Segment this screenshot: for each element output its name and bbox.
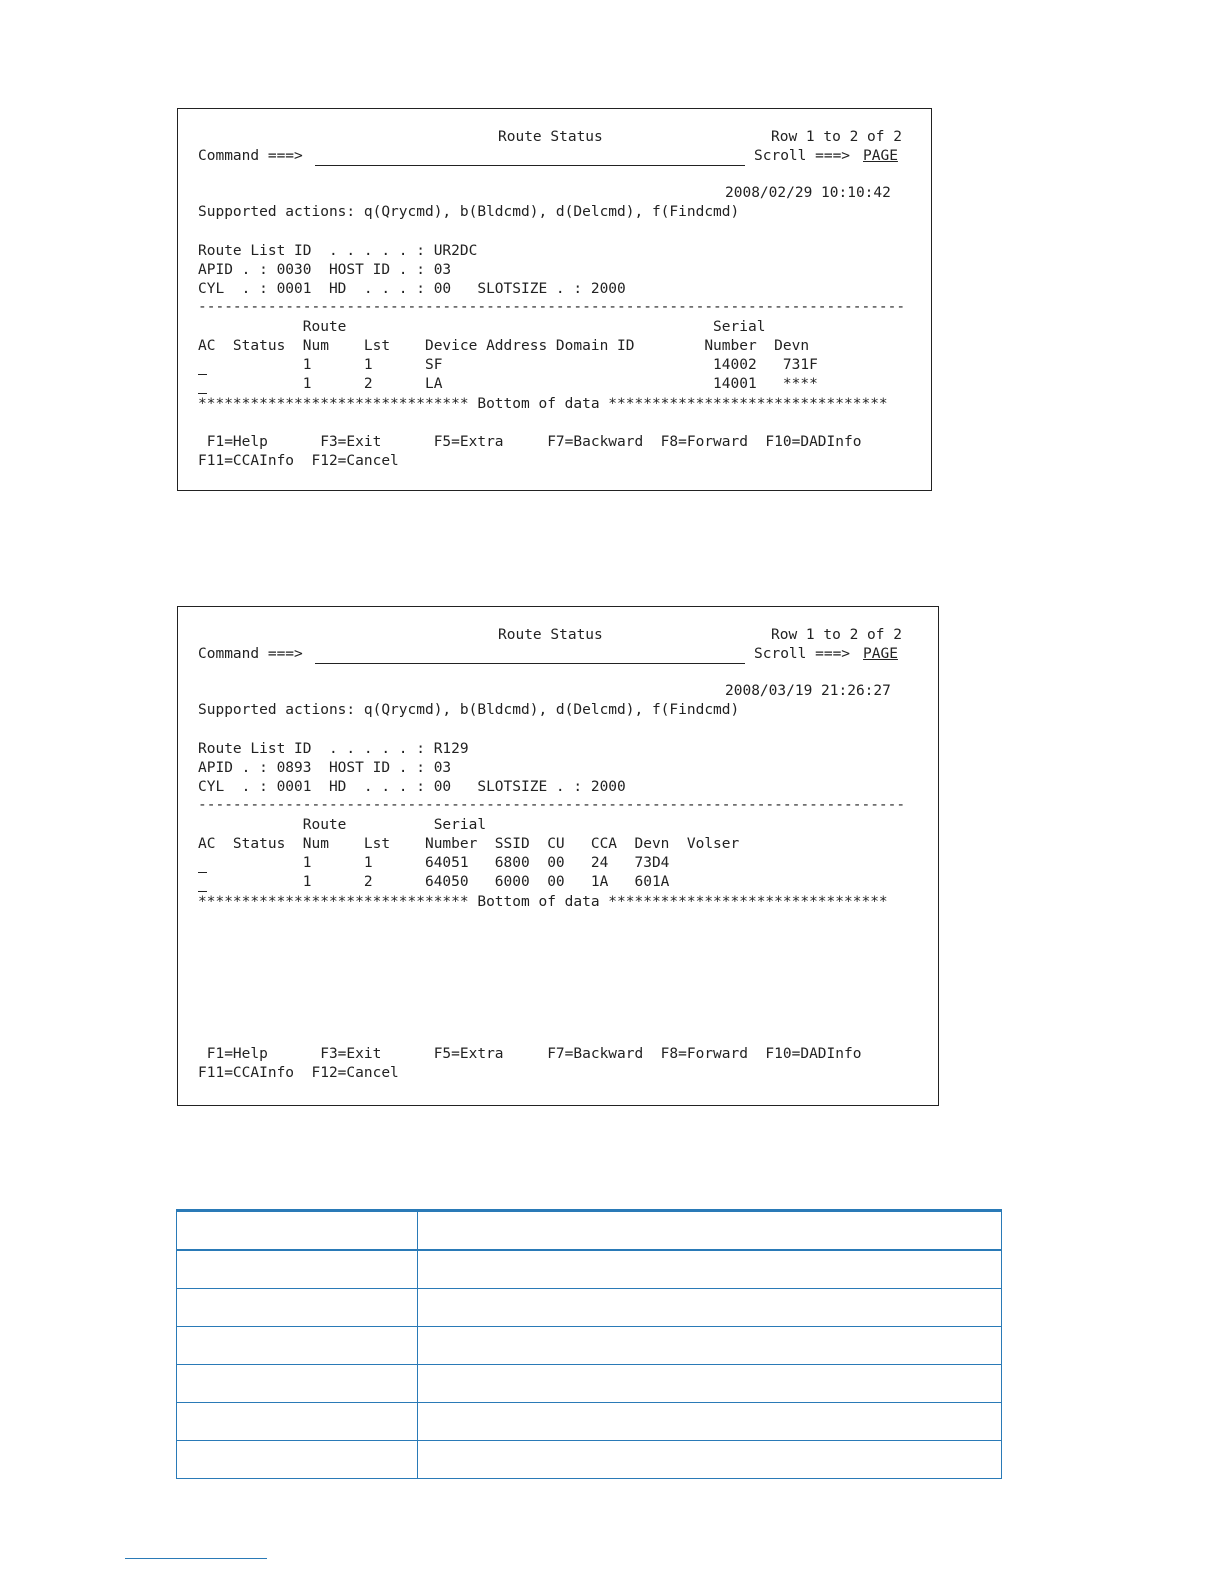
- table-cell: [418, 1441, 1002, 1479]
- table-row: [177, 1327, 1002, 1365]
- row-indicator: Row 1 to 2 of 2: [771, 627, 902, 643]
- table-header-cell: [418, 1211, 1002, 1251]
- table-cell: [177, 1250, 418, 1289]
- table-header-row: [177, 1211, 1002, 1251]
- column-header-1: Route Serial: [198, 319, 766, 335]
- function-keys-line-2: F11=CCAInfo F12=Cancel: [198, 453, 399, 469]
- table-row: 1 2 64050 6000 00 1A 601A: [198, 874, 670, 890]
- separator-line: ---------------------------------------------------------------------------------: [198, 299, 906, 315]
- table-row: 1 1 64051 6800 00 24 73D4: [198, 855, 670, 871]
- supported-actions: Supported actions: q(Qrycmd), b(Bldcmd), d(Delcmd), f(Findcmd): [198, 702, 740, 718]
- timestamp: 2008/02/29 10:10:42: [725, 185, 891, 201]
- table-cell: [177, 1327, 418, 1365]
- column-header-2: AC Status Num Lst Number SSID CU CCA Devn Volser: [198, 836, 740, 852]
- table-row: [177, 1403, 1002, 1441]
- function-keys-line-2: F11=CCAInfo F12=Cancel: [198, 1065, 399, 1081]
- command-input[interactable]: [315, 663, 745, 664]
- function-keys-line-1: F1=Help F3=Exit F5=Extra F7=Backward F8=Forward F10=DADInfo: [198, 434, 862, 450]
- command-input[interactable]: [315, 165, 745, 166]
- screen-title: Route Status: [498, 129, 603, 145]
- supported-actions: Supported actions: q(Qrycmd), b(Bldcmd), d(Delcmd), f(Findcmd): [198, 204, 740, 220]
- table-row: [177, 1289, 1002, 1327]
- table-cell: [418, 1365, 1002, 1403]
- action-field-row-1[interactable]: [198, 872, 207, 873]
- field-description-table: [176, 1209, 1002, 1479]
- route-list-id: Route List ID . . . . . : UR2DC: [198, 243, 478, 259]
- column-header-2: AC Status Num Lst Device Address Domain ID Number Devn: [198, 338, 810, 354]
- row-indicator: Row 1 to 2 of 2: [771, 129, 902, 145]
- scroll-label: Scroll ===>: [754, 646, 851, 662]
- scroll-label: Scroll ===>: [754, 148, 851, 164]
- table-cell: [418, 1250, 1002, 1289]
- bottom-of-data: ******************************* Bottom of data ********************************: [198, 894, 888, 910]
- table-cell: [177, 1289, 418, 1327]
- separator-line: ---------------------------------------------------------------------------------: [198, 797, 906, 813]
- footer-rule: [125, 1558, 267, 1559]
- function-keys-line-1: F1=Help F3=Exit F5=Extra F7=Backward F8=Forward F10=DADInfo: [198, 1046, 862, 1062]
- table-cell: [418, 1327, 1002, 1365]
- command-label: Command ===>: [198, 148, 303, 164]
- table-cell: [177, 1403, 418, 1441]
- action-field-row-2[interactable]: [198, 393, 207, 394]
- column-header-1: Route Serial: [198, 817, 487, 833]
- cyl-hd-slotsize-line: CYL . : 0001 HD . . . : 00 SLOTSIZE . : 2000: [198, 281, 626, 297]
- table-row: 1 1 SF 14002 731F: [198, 357, 818, 373]
- table-cell: [418, 1289, 1002, 1327]
- action-field-row-2[interactable]: [198, 891, 207, 892]
- table-cell: [418, 1403, 1002, 1441]
- action-field-row-1[interactable]: [198, 374, 207, 375]
- apid-host-line: APID . : 0030 HOST ID . : 03: [198, 262, 452, 278]
- route-list-id: Route List ID . . . . . : R129: [198, 741, 469, 757]
- bottom-of-data: ******************************* Bottom of data ********************************: [198, 396, 888, 412]
- route-status-screen-1: [177, 108, 932, 491]
- apid-host-line: APID . : 0893 HOST ID . : 03: [198, 760, 452, 776]
- route-status-screen-2: [177, 606, 939, 1106]
- scroll-amount-field[interactable]: PAGE: [863, 148, 898, 164]
- table-row: [177, 1441, 1002, 1479]
- table-row: 1 2 LA 14001 ****: [198, 376, 818, 392]
- table-cell: [177, 1365, 418, 1403]
- cyl-hd-slotsize-line: CYL . : 0001 HD . . . : 00 SLOTSIZE . : 2000: [198, 779, 626, 795]
- table-header-cell: [177, 1211, 418, 1251]
- table-row: [177, 1250, 1002, 1289]
- table-cell: [177, 1441, 418, 1479]
- table-row: [177, 1365, 1002, 1403]
- command-label: Command ===>: [198, 646, 303, 662]
- timestamp: 2008/03/19 21:26:27: [725, 683, 891, 699]
- scroll-amount-field[interactable]: PAGE: [863, 646, 898, 662]
- screen-title: Route Status: [498, 627, 603, 643]
